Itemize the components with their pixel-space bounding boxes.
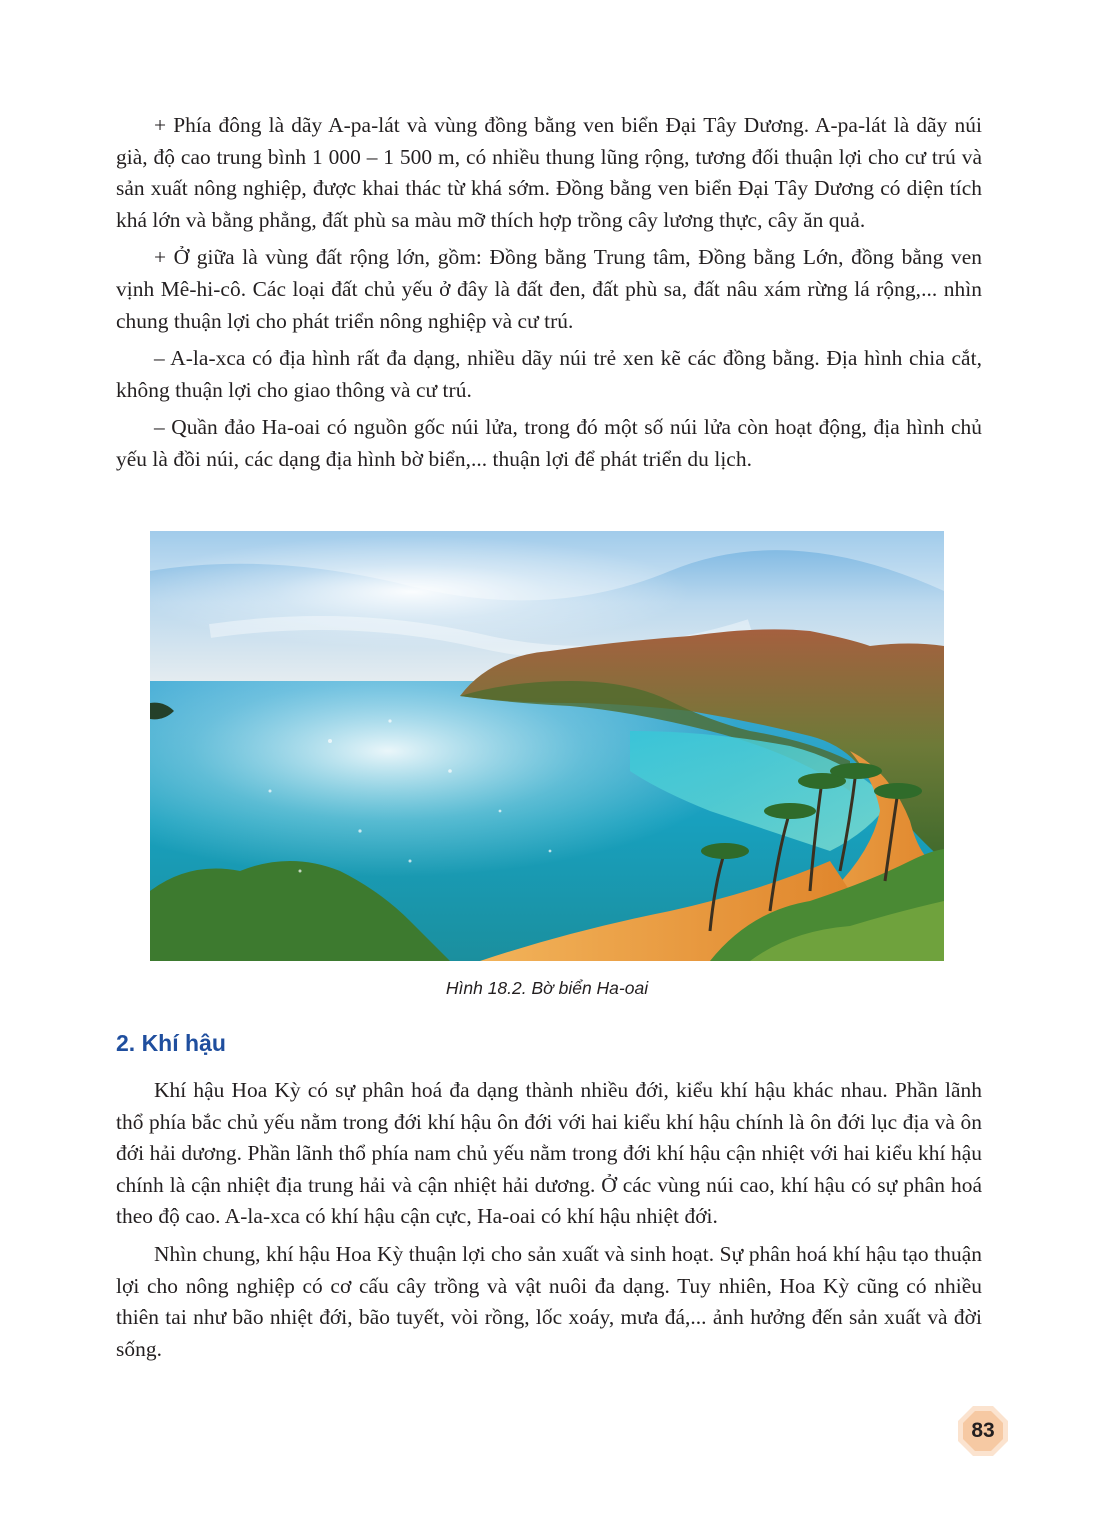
intro-text-block [116, 110, 982, 476]
page-number-badge [957, 1405, 1009, 1457]
section-heading: 2. Khí hậu [116, 1030, 226, 1056]
hawaii-coast-photo [150, 531, 944, 961]
page-number: 83 [971, 1419, 995, 1442]
paragraph-alaska: – A-la-xca có địa hình rất đa dạng, nhiều dãy núi trẻ xen kẽ các đồng bằng. Địa hình chia cắt, không thuận lợi cho giao thông và cư trú. [116, 346, 982, 402]
paragraph-climate-zones: Khí hậu Hoa Kỳ có sự phân hoá đa dạng thành nhiều đới, kiểu khí hậu khác nhau. Phần lãnh thổ phía bắc chủ yếu nằm trong đới khí hậu ôn đới với hai kiểu khí hậu chính là ôn đới lục địa và ôn đới hải dương. Phần lãnh thổ phía nam chủ yếu nằm trong đới khí hậu cận nhiệt với hai kiểu khí hậu chính là cận nhiệt địa trung hải và cận nhiệt hải dương. Ở các vùng núi cao, khí hậu có sự phân hoá theo độ cao. A-la-xca có khí hậu cận cực, Ha-oai có khí hậu nhiệt đới. [116, 1078, 982, 1229]
paragraph-hawaii: – Quần đảo Ha-oai có nguồn gốc núi lửa, trong đó một số núi lửa còn hoạt động, địa hình chủ yếu là đồi núi, các dạng địa hình bờ biển,... thuận lợi để phát triển du lịch. [116, 415, 982, 471]
figure-caption: Hình 18.2. Bờ biển Ha-oai [445, 978, 649, 998]
paragraph-climate-summary: Nhìn chung, khí hậu Hoa Kỳ thuận lợi cho sản xuất và sinh hoạt. Sự phân hoá khí hậu tạo thuận lợi cho nông nghiệp có cơ cấu cây trồng và vật nuôi đa dạng. Tuy nhiên, Hoa Kỳ cũng có nhiều thiên tai như bão nhiệt đới, bão tuyết, vòi rồng, lốc xoáy, mưa đá,... ảnh hưởng đến sản xuất và đời sống. [116, 1241, 982, 1361]
climate-text-block [116, 1075, 982, 1365]
paragraph-central-plains: + Ở giữa là vùng đất rộng lớn, gồm: Đồng bằng Trung tâm, Đồng bằng Lớn, đồng bằng ven vịnh Mê-hi-cô. Các loại đất chủ yếu ở đây là đất đen, đất phù sa, đất nâu xám rừng lá rộng,... nhìn chung thuận lợi cho phát triển nông nghiệp và cư trú. [116, 245, 982, 333]
coast-illustration [150, 531, 944, 961]
paragraph-appalachian: + Phía đông là dãy A-pa-lát và vùng đồng bằng ven biển Đại Tây Dương. A-pa-lát là dãy núi già, độ cao trung bình 1 000 – 1 500 m, có nhiều thung lũng rộng, tương đối thuận lợi cho cư trú và sản xuất nông nghiệp, được khai thác từ khá sớm. Đồng bằng ven biển Đại Tây Dương có diện tích khá lớn và bằng phẳng, đất phù sa màu mỡ thích hợp trồng cây lương thực, cây ăn quả. [116, 113, 982, 232]
